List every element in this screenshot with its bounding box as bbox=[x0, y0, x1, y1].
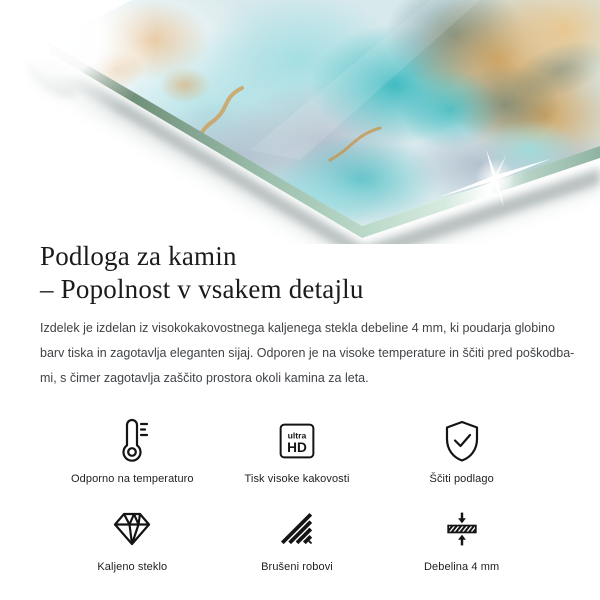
feature-tempered-glass bbox=[50, 503, 215, 573]
title-line-2: – Popolnost v vsakem detajlu bbox=[40, 274, 364, 304]
feature-print-quality bbox=[215, 415, 380, 485]
feature-thickness bbox=[379, 503, 544, 573]
diamond-icon bbox=[112, 503, 152, 555]
ultra-hd-icon bbox=[277, 415, 317, 467]
shield-check-icon bbox=[442, 415, 482, 467]
thickness-4mm-icon bbox=[443, 503, 481, 555]
svg-text:ultra: ultra bbox=[287, 430, 307, 441]
feature-polished-edges bbox=[215, 503, 380, 573]
description-line-2: barv tiska in zagotavlja eleganten sijaj. Odporen je na visoke temperature in ščiti pred poškodba- bbox=[40, 346, 575, 360]
feature-label: Brušeni robovi bbox=[261, 561, 333, 573]
content-section bbox=[0, 240, 600, 573]
feature-label: Debelina 4 mm bbox=[424, 561, 500, 573]
title-line-1: Podloga za kamin bbox=[40, 241, 237, 271]
feature-label: Tisk visoke kakovosti bbox=[244, 473, 350, 485]
features-grid bbox=[50, 415, 544, 573]
feature-label: Odporno na temperaturo bbox=[70, 473, 194, 485]
product-description bbox=[40, 316, 575, 391]
thermometer-icon bbox=[115, 415, 149, 467]
page-title bbox=[40, 240, 560, 306]
feature-label: Kaljeno steklo bbox=[97, 561, 168, 573]
hero-product-photo bbox=[0, 0, 600, 244]
description-line-3: mi, s čimer zagotavlja zaščito prostora okoli kamina za leta. bbox=[40, 371, 369, 385]
description-line-1: Izdelek je izdelan iz visokokakovostnega kaljenega stekla debeline 4 mm, ki poudarja globino bbox=[40, 321, 555, 335]
svg-text:HD: HD bbox=[287, 439, 307, 455]
glass-panel-photo bbox=[0, 0, 600, 244]
polished-edges-icon bbox=[278, 503, 316, 555]
feature-protects-surface bbox=[379, 415, 544, 485]
feature-label: Ščiti podlago bbox=[429, 473, 494, 485]
feature-temperature-resistant bbox=[50, 415, 215, 485]
